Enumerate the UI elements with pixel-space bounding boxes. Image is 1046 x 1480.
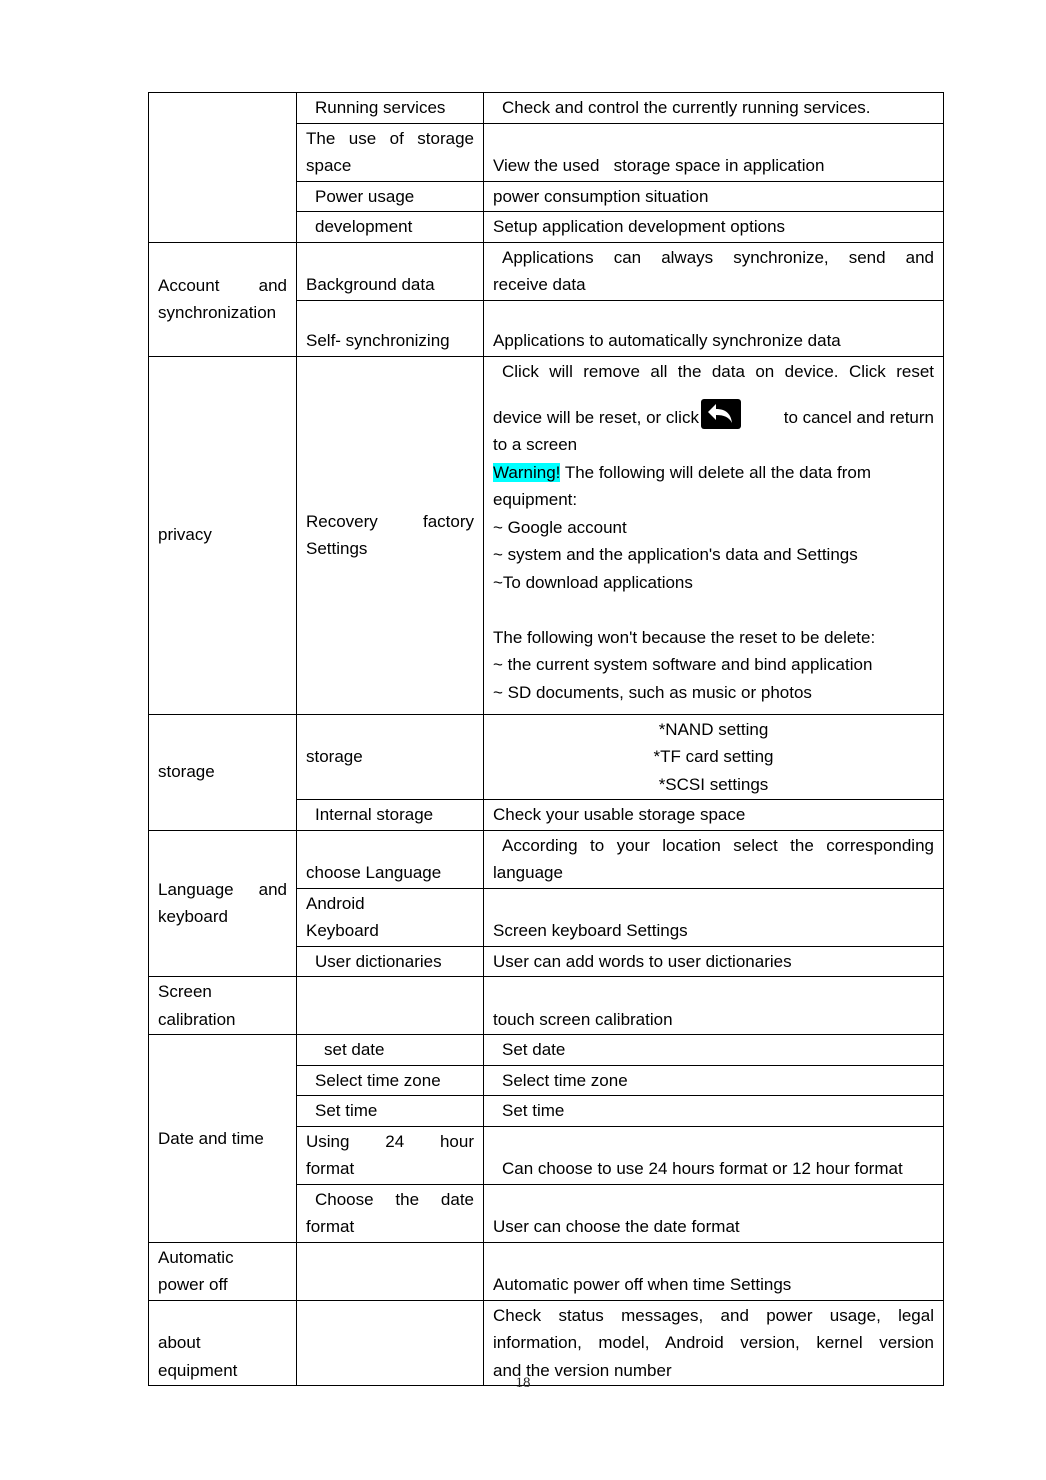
table-row [149, 830, 944, 888]
desc-background-line2: receive data [493, 275, 586, 294]
item-cell [297, 888, 484, 946]
desc-privacy-line1: Click will remove all the data on device. Click reset [502, 361, 934, 381]
table-row [149, 356, 944, 714]
item-recovery-line2: Settings [306, 539, 368, 558]
category-cell-continued [149, 93, 297, 243]
page-number: 18 [515, 1375, 531, 1391]
description-cell [484, 123, 944, 181]
item-recovery-line1: Recovery factory [306, 511, 474, 531]
item-android-line2: Keyboard [306, 921, 379, 940]
table-row [149, 1242, 944, 1300]
description-cell [484, 888, 944, 946]
item-cell [297, 1096, 484, 1127]
desc-date-format: User can choose the date format [493, 1217, 740, 1236]
description-cell [484, 800, 944, 831]
table-row [149, 1035, 944, 1066]
category-storage: storage [158, 762, 215, 782]
desc-scsi: *SCSI settings [658, 774, 769, 794]
desc-language-line1: According to your location select the corresponding [502, 835, 934, 855]
category-calibration-line1: Screen [158, 982, 212, 1001]
category-language-line2: keyboard [158, 907, 228, 927]
item-cell [297, 93, 484, 124]
description-cell [484, 714, 944, 800]
back-arrow-icon [701, 399, 741, 429]
category-cell [149, 1300, 297, 1386]
item-cell [297, 123, 484, 181]
table-row [149, 977, 944, 1035]
item-set-time: Set time [315, 1101, 378, 1120]
desc-about-line2: information, model, Android version, kernel version [493, 1333, 934, 1352]
desc-running-services: Check and control the currently running services. [502, 98, 871, 117]
desc-privacy-line10: ~ the current system software and bind application [493, 655, 873, 674]
desc-internal-storage: Check your usable storage space [493, 805, 746, 824]
item-cell [297, 212, 484, 243]
desc-privacy-line5: equipment: [493, 490, 578, 509]
table-row [149, 714, 944, 800]
description-cell [484, 212, 944, 243]
item-storage: storage [306, 747, 363, 766]
desc-privacy-line2b: to cancel and return [783, 407, 934, 427]
item-background-data: Background data [306, 275, 435, 294]
category-poweroff-line2: power off [158, 1275, 228, 1294]
table-row [149, 93, 944, 124]
item-cell [297, 714, 484, 800]
desc-privacy-line3: to a screen [493, 435, 578, 454]
item-storage-use-line1: The use of storage [306, 128, 474, 148]
category-cell [149, 356, 297, 714]
item-cell [297, 1065, 484, 1096]
item-date-format-line2: format [306, 1217, 355, 1236]
item-select-time-zone: Select time zone [315, 1070, 441, 1090]
item-internal-storage: Internal storage [315, 805, 434, 824]
category-calibration-line2: calibration [158, 1009, 236, 1029]
description-cell [484, 93, 944, 124]
description-cell [484, 1096, 944, 1127]
category-about-line1: about [158, 1333, 201, 1352]
item-development: development [315, 217, 413, 236]
warning-highlight: Warning! [493, 462, 561, 482]
desc-privacy-line2 [493, 385, 934, 431]
desc-privacy-line6: ~ Google account [493, 517, 627, 537]
item-user-dictionaries: User dictionaries [315, 951, 442, 971]
desc-background-line1: Applications can always synchronize, send and [502, 247, 934, 267]
item-android-line1: Android [306, 893, 365, 913]
item-cell [297, 946, 484, 977]
category-date-time: Date and time [158, 1128, 264, 1148]
desc-privacy-line11: ~ SD documents, such as music or photos [493, 682, 812, 702]
category-poweroff-line1: Automatic [158, 1247, 234, 1267]
desc-android-keyboard: Screen keyboard Settings [493, 921, 688, 940]
description-cell [484, 356, 944, 714]
category-cell [149, 1242, 297, 1300]
desc-privacy-line9: The following won't because the reset to be delete: [493, 627, 876, 647]
desc-about-line3: and the version number [493, 1360, 672, 1380]
item-cell [297, 1035, 484, 1066]
item-running-services: Running services [315, 98, 446, 117]
item-cell [297, 830, 484, 888]
desc-self-synchronizing: Applications to automatically synchronize data [493, 331, 841, 350]
category-language-line1: Language and [158, 879, 287, 899]
category-cell [149, 830, 297, 977]
desc-language-line2: language [493, 863, 563, 882]
item-power-usage: Power usage [315, 186, 415, 206]
spacer [493, 596, 934, 624]
desc-privacy-line8: ~To download applications [493, 572, 693, 592]
item-cell [297, 977, 484, 1035]
item-storage-use-line2: space [306, 156, 352, 175]
desc-privacy-line4 [493, 459, 934, 487]
category-cell [149, 242, 297, 356]
category-about-line2: equipment [158, 1360, 238, 1380]
desc-tf-card: *TF card setting [653, 747, 774, 766]
category-account-line1: Account and [158, 275, 287, 295]
desc-poweroff: Automatic power off when time Settings [493, 1275, 792, 1294]
description-cell [484, 1035, 944, 1066]
table-row [149, 1300, 944, 1386]
category-cell [149, 977, 297, 1035]
item-24-hour-line1: Using 24 hour [306, 1131, 474, 1151]
desc-calibration: touch screen calibration [493, 1009, 673, 1029]
description-cell [484, 977, 944, 1035]
desc-24-hour: Can choose to use 24 hours format or 12 hour format [502, 1159, 903, 1178]
description-cell [484, 1184, 944, 1242]
item-cell [297, 1126, 484, 1184]
desc-privacy-line2a: device will be reset, or click [493, 407, 699, 427]
desc-privacy-line4-text: The following will delete all the data from [560, 462, 871, 482]
desc-set-time: Set time [502, 1101, 565, 1120]
item-date-format-line1: Choose the date [315, 1189, 474, 1209]
description-cell [484, 1242, 944, 1300]
description-cell [484, 1126, 944, 1184]
item-choose-language: choose Language [306, 863, 442, 882]
item-cell [297, 181, 484, 212]
category-privacy: privacy [158, 525, 212, 545]
category-cell [149, 1035, 297, 1243]
description-cell [484, 1300, 944, 1386]
item-cell [297, 242, 484, 300]
description-cell [484, 300, 944, 356]
description-cell [484, 830, 944, 888]
table-row [149, 242, 944, 300]
desc-about-line1: Check status messages, and power usage, legal [493, 1305, 934, 1325]
desc-set-date: Set date [502, 1040, 566, 1059]
description-cell [484, 946, 944, 977]
desc-power-usage: power consumption situation [493, 186, 709, 206]
item-cell [297, 1184, 484, 1242]
desc-storage-use: View the used storage space in application [493, 156, 825, 175]
item-cell [297, 1300, 484, 1386]
desc-privacy-line7: ~ system and the application's data and Settings [493, 545, 858, 564]
desc-nand: *NAND setting [658, 719, 769, 739]
description-cell [484, 181, 944, 212]
settings-table [148, 92, 944, 1386]
desc-user-dictionaries: User can add words to user dictionaries [493, 951, 792, 971]
desc-development: Setup application development options [493, 217, 786, 236]
description-cell [484, 242, 944, 300]
item-cell [297, 300, 484, 356]
item-set-date: set date [324, 1040, 385, 1059]
item-cell [297, 356, 484, 714]
description-cell [484, 1065, 944, 1096]
item-24-hour-line2: format [306, 1159, 355, 1178]
item-self-synchronizing: Self- synchronizing [306, 331, 450, 350]
category-account-line2: synchronization [158, 303, 277, 322]
category-cell [149, 714, 297, 830]
desc-select-time-zone: Select time zone [502, 1070, 628, 1090]
item-cell [297, 800, 484, 831]
item-cell [297, 1242, 484, 1300]
